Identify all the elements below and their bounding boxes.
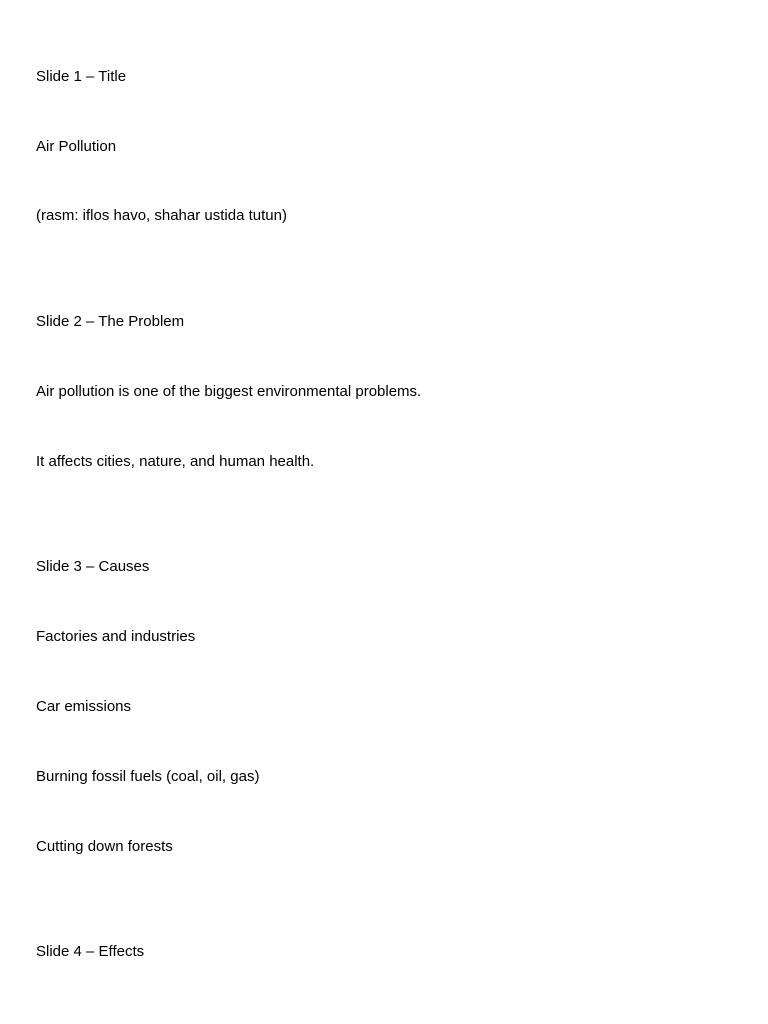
slide-3-heading: Slide 3 – Causes [36, 558, 150, 575]
slide-1-heading: Slide 1 – Title [36, 68, 127, 85]
slide-2-line-2: It affects cities, nature, and human health. [36, 453, 315, 470]
slide-2-heading: Slide 2 – The Problem [36, 313, 185, 330]
slide-3-cause-2: Car emissions [36, 698, 132, 715]
slide-3-cause-4: Cutting down forests [36, 838, 173, 855]
slide-3-cause-1: Factories and industries [36, 628, 196, 645]
slide-1-image-note: (rasm: iflos havo, shahar ustida tutun) [36, 207, 287, 224]
slide-4-heading: Slide 4 – Effects [36, 943, 145, 960]
slide-2-line-1: Air pollution is one of the biggest environmental problems. [36, 383, 422, 400]
slide-3-cause-3: Burning fossil fuels (coal, oil, gas) [36, 768, 260, 785]
slide-1-title-line: Air Pollution [36, 138, 117, 155]
